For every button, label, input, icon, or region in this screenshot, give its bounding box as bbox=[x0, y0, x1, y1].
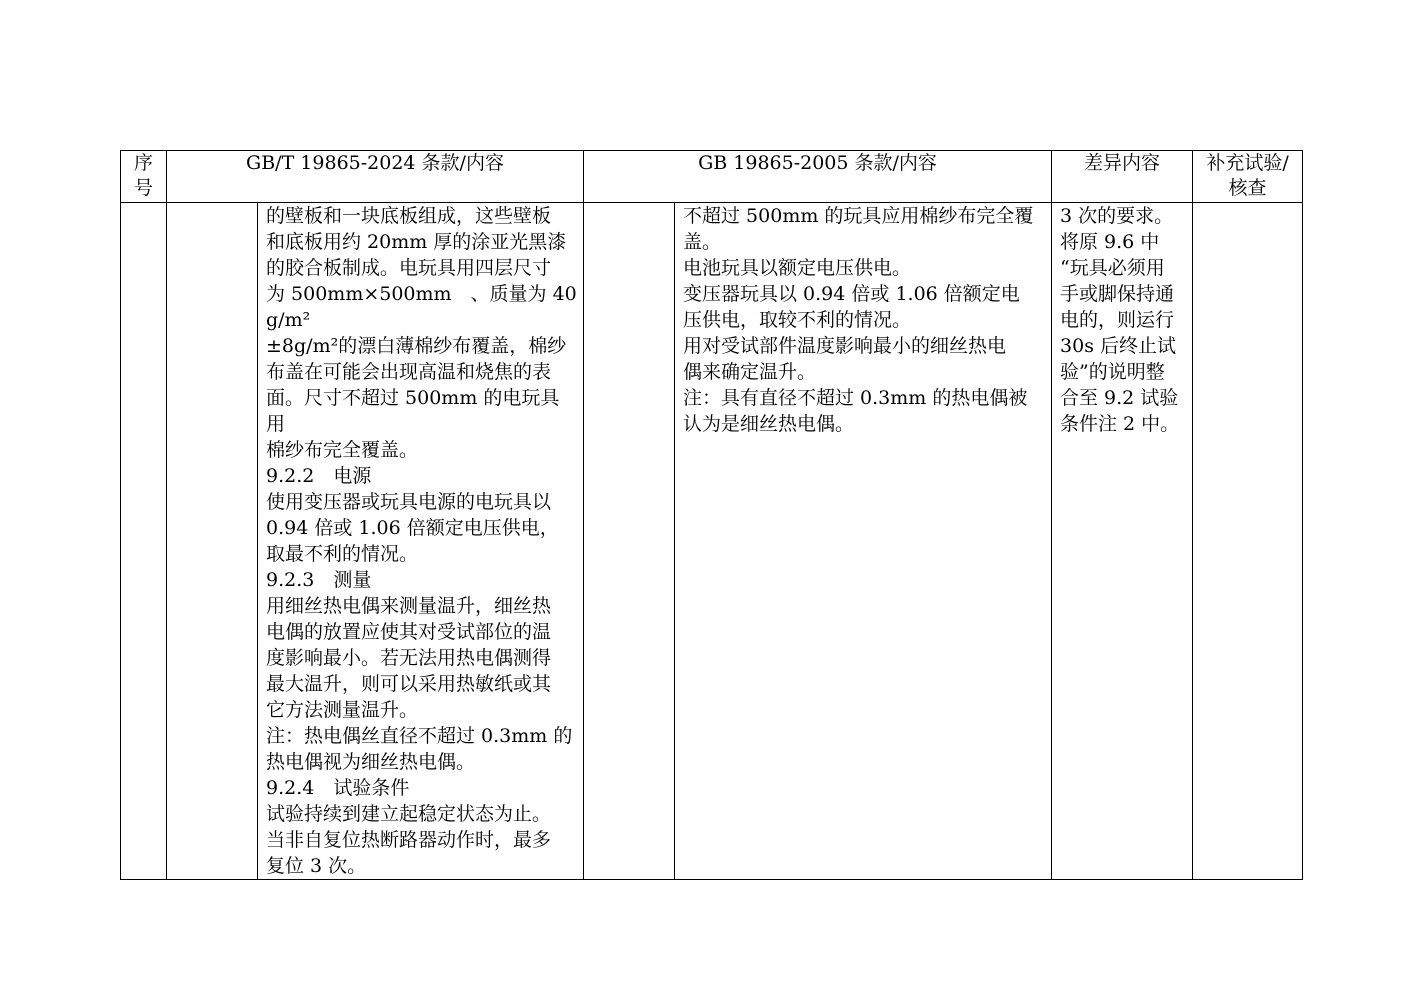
gbt-2024-line: 取最不利的情况。 bbox=[266, 543, 419, 565]
header-supplement bbox=[1193, 151, 1303, 203]
cell-gbt-2024-content bbox=[258, 203, 584, 880]
header-serial bbox=[121, 151, 167, 203]
gbt-2024-line: 的胶合板制成。电玩具用四层尺寸 bbox=[266, 257, 552, 279]
table-row bbox=[121, 203, 1303, 880]
difference-line: 30s 后终止试 bbox=[1060, 335, 1176, 357]
gbt-2024-line: 为 500mm×500mm 、质量为 40g/m² bbox=[266, 283, 577, 331]
gbt-2024-line: 使用变压器或玩具电源的电玩具以 bbox=[266, 491, 552, 513]
header-gbt-2024-label: GB/T 19865-2024 条款/内容 bbox=[246, 152, 504, 174]
gbt-2024-line: 面。尺寸不超过 500mm 的电玩具用 bbox=[266, 387, 560, 435]
gb-2005-line: 偶来确定温升。 bbox=[683, 361, 817, 383]
gb-2005-line: 压供电，取较不利的情况。 bbox=[683, 309, 912, 331]
gbt-2024-line: 复位 3 次。 bbox=[266, 855, 367, 877]
header-supplement-label: 补充试验/核查 bbox=[1206, 152, 1289, 199]
header-gb-2005-label: GB 19865-2005 条款/内容 bbox=[698, 152, 937, 174]
gbt-2024-line: 9.2.2 电源 bbox=[266, 465, 372, 487]
gb-2005-line: 变压器玩具以 0.94 倍或 1.06 倍额定电 bbox=[683, 283, 1020, 305]
gbt-2024-line: 用细丝热电偶来测量温升，细丝热 bbox=[266, 595, 552, 617]
table-header-row bbox=[121, 151, 1303, 203]
gb-2005-line: 盖。 bbox=[683, 231, 722, 253]
gbt-2024-line: 9.2.3 测量 bbox=[266, 569, 372, 591]
gb-2005-line: 注：具有直径不超过 0.3mm 的热电偶被 bbox=[683, 387, 1028, 409]
difference-line: 合至 9.2 试验 bbox=[1060, 387, 1179, 409]
difference-line: 条件注 2 中。 bbox=[1060, 413, 1180, 435]
difference-line: 将原 9.6 中 bbox=[1060, 231, 1160, 253]
gbt-2024-line: 9.2.4 试验条件 bbox=[266, 777, 410, 799]
gb-2005-text bbox=[675, 203, 1051, 437]
difference-line: 手或脚保持通 bbox=[1060, 283, 1175, 305]
gbt-2024-line: 布盖在可能会出现高温和烧焦的表 bbox=[266, 361, 552, 383]
header-gbt-2024 bbox=[167, 151, 584, 203]
gbt-2024-line: 它方法测量温升。 bbox=[266, 699, 419, 721]
gbt-2024-line: 注：热电偶丝直径不超过 0.3mm 的 bbox=[266, 725, 573, 747]
cell-gbt-2024-spacer bbox=[167, 203, 258, 880]
gbt-2024-line: 度影响最小。若无法用热电偶测得 bbox=[266, 647, 552, 669]
gbt-2024-line: 棉纱布完全覆盖。 bbox=[266, 439, 419, 461]
gbt-2024-line: 电偶的放置应使其对受试部位的温 bbox=[266, 621, 552, 643]
gbt-2024-line: ±8g/m²的漂白薄棉纱布覆盖，棉纱 bbox=[266, 335, 567, 357]
difference-line: 电的，则运行 bbox=[1060, 309, 1175, 331]
gb-2005-line: 电池玩具以额定电压供电。 bbox=[683, 257, 912, 279]
cell-gb-2005-spacer bbox=[584, 203, 675, 880]
gbt-2024-line: 当非自复位热断路器动作时，最多 bbox=[266, 829, 552, 851]
difference-text bbox=[1052, 203, 1192, 437]
gbt-2024-line: 和底板用约 20mm 厚的涂亚光黑漆 bbox=[266, 231, 567, 253]
gb-2005-line: 用对受试部件温度影响最小的细丝热电 bbox=[683, 335, 1007, 357]
cell-gb-2005-content bbox=[675, 203, 1052, 880]
gbt-2024-line: 最大温升，则可以采用热敏纸或其 bbox=[266, 673, 552, 695]
cell-supplement bbox=[1193, 203, 1303, 880]
gbt-2024-line: 热电偶视为细丝热电偶。 bbox=[266, 751, 476, 773]
gbt-2024-line: 试验持续到建立起稳定状态为止。 bbox=[266, 803, 552, 825]
comparison-table bbox=[120, 150, 1303, 880]
header-gb-2005 bbox=[584, 151, 1052, 203]
header-difference bbox=[1052, 151, 1193, 203]
gbt-2024-text bbox=[258, 203, 583, 879]
header-serial-label: 序号 bbox=[133, 152, 153, 199]
header-difference-label: 差异内容 bbox=[1084, 152, 1161, 174]
gbt-2024-line: 的壁板和一块底板组成，这些壁板 bbox=[266, 205, 552, 227]
cell-difference bbox=[1052, 203, 1193, 880]
gb-2005-line: 认为是细丝热电偶。 bbox=[683, 413, 855, 435]
cell-serial bbox=[121, 203, 167, 880]
gbt-2024-line: 0.94 倍或 1.06 倍额定电压供电， bbox=[266, 517, 559, 539]
gb-2005-line: 不超过 500mm 的玩具应用棉纱布完全覆 bbox=[683, 205, 1034, 227]
difference-line: 3 次的要求。 bbox=[1060, 205, 1174, 227]
difference-line: 验”的说明整 bbox=[1060, 361, 1165, 383]
difference-line: “玩具必须用 bbox=[1060, 257, 1165, 279]
